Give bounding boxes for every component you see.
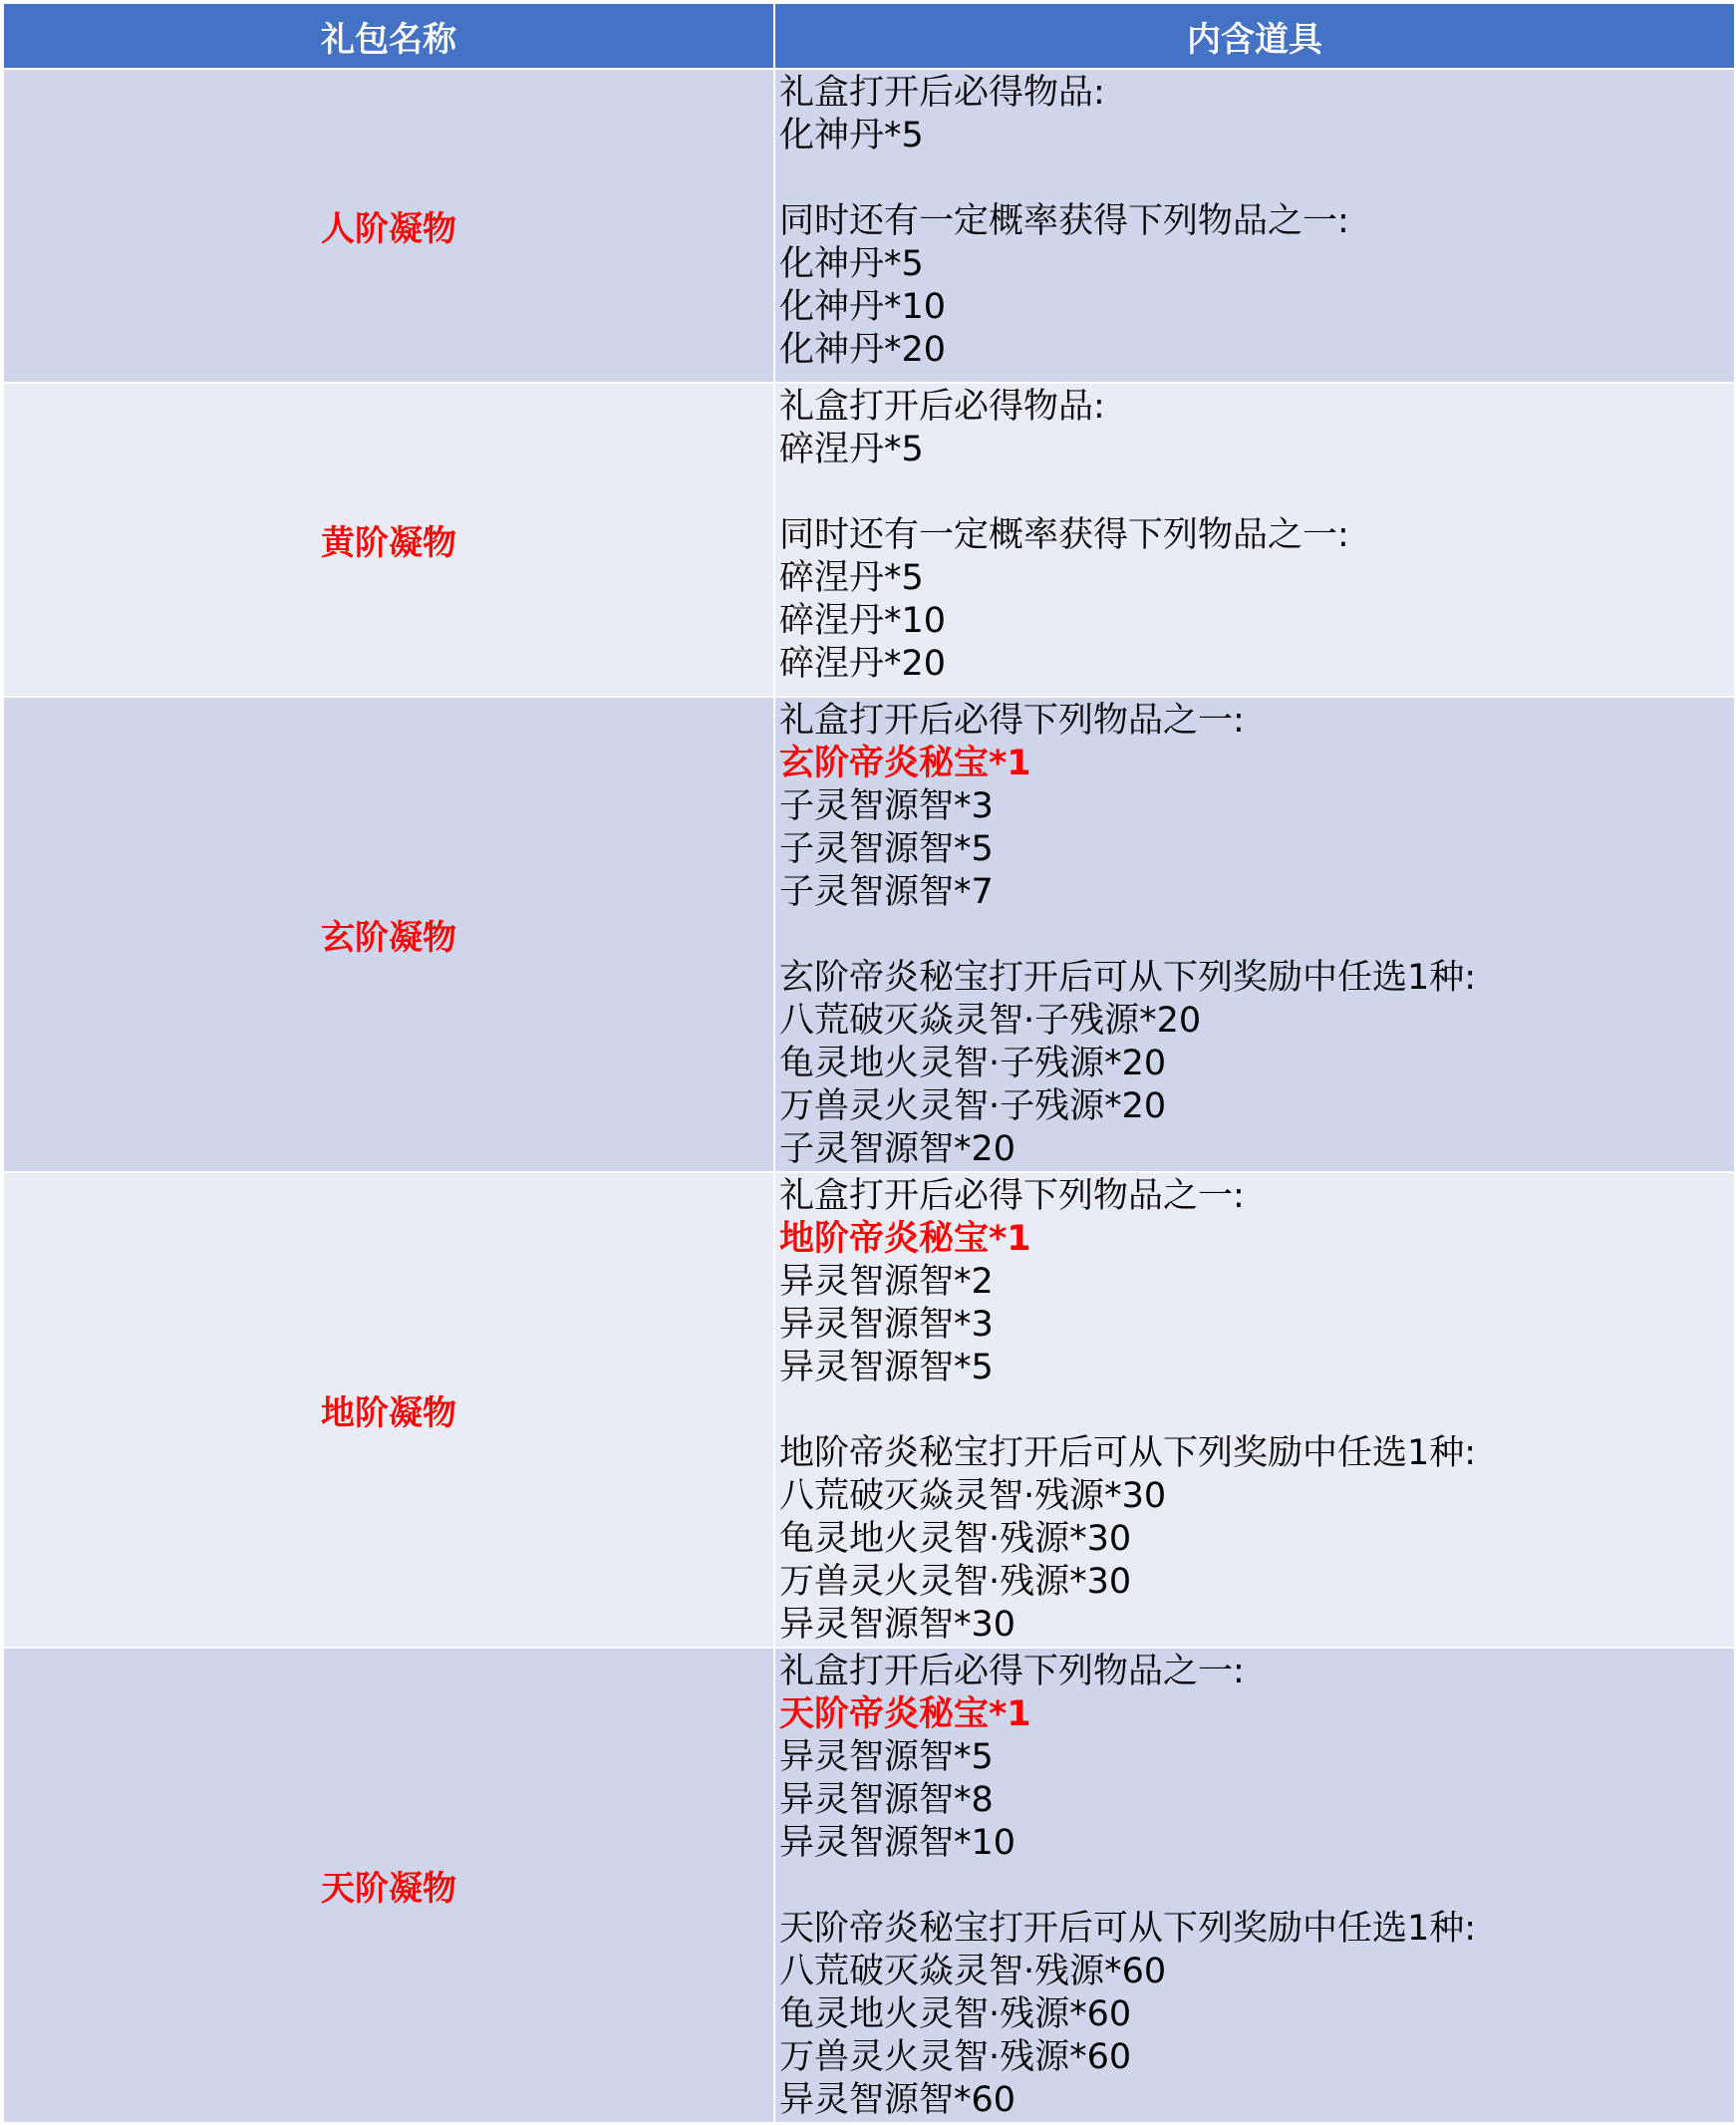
gift-name: 天阶凝物 (321, 1869, 456, 1909)
highlighted-item-line: 天阶帝炎秘宝*1 (779, 1694, 1031, 1734)
blank-line (779, 1389, 1734, 1432)
header-contained-items: 内含道具 (774, 3, 1735, 69)
gift-name-cell (3, 1648, 774, 2123)
item-line: 异灵智源智*8 (779, 1780, 994, 1820)
item-line: 子灵智源智*20 (779, 1129, 1016, 1169)
item-line: 化神丹*5 (779, 116, 924, 155)
items-cell (774, 1648, 1735, 2123)
items-cell (774, 1172, 1735, 1648)
item-line: 礼盒打开后必得物品: (779, 387, 1105, 427)
gift-name-cell (3, 383, 774, 697)
item-line: 子灵智源智*3 (779, 786, 994, 826)
item-line: 龟灵地火灵智·子残源*20 (779, 1044, 1167, 1083)
item-line: 万兽灵火灵智·子残源*20 (779, 1086, 1167, 1126)
table-row (3, 383, 1735, 697)
item-line: 异灵智源智*10 (779, 1823, 1016, 1863)
item-line: 碎涅丹*10 (779, 601, 947, 641)
item-line: 礼盒打开后必得下列物品之一: (779, 701, 1245, 741)
item-line: 子灵智源智*7 (779, 872, 994, 912)
item-line: 龟灵地火灵智·残源*30 (779, 1519, 1132, 1559)
table-body (3, 69, 1735, 2123)
table-row (3, 1172, 1735, 1648)
item-line: 地阶帝炎秘宝打开后可从下列奖励中任选1种: (779, 1433, 1477, 1473)
gift-pack-table (2, 2, 1736, 2124)
item-line: 碎涅丹*5 (779, 558, 924, 598)
item-line: 同时还有一定概率获得下列物品之一: (779, 515, 1349, 555)
items-cell (774, 69, 1735, 383)
table-row (3, 697, 1735, 1172)
item-line: 八荒破灭焱灵智·残源*60 (779, 1952, 1167, 1991)
item-line: 化神丹*20 (779, 330, 947, 370)
gift-name-cell (3, 697, 774, 1172)
items-cell (774, 697, 1735, 1172)
highlighted-item-line: 玄阶帝炎秘宝*1 (779, 744, 1031, 783)
item-line: 碎涅丹*20 (779, 644, 947, 684)
items-cell (774, 383, 1735, 697)
item-line: 异灵智源智*5 (779, 1348, 994, 1387)
item-line: 礼盒打开后必得下列物品之一: (779, 1176, 1245, 1216)
blank-line (779, 471, 1734, 514)
item-line: 玄阶帝炎秘宝打开后可从下列奖励中任选1种: (779, 958, 1477, 998)
item-line: 礼盒打开后必得物品: (779, 73, 1105, 113)
item-line: 万兽灵火灵智·残源*30 (779, 1562, 1132, 1602)
item-line: 化神丹*10 (779, 287, 947, 327)
item-line: 异灵智源智*3 (779, 1305, 994, 1345)
table-row (3, 69, 1735, 383)
item-line: 异灵智源智*60 (779, 2080, 1016, 2120)
item-line: 礼盒打开后必得下列物品之一: (779, 1652, 1245, 1691)
gift-name: 人阶凝物 (321, 209, 456, 249)
item-line: 万兽灵火灵智·残源*60 (779, 2037, 1132, 2077)
gift-name: 地阶凝物 (321, 1393, 456, 1433)
table-row (3, 1648, 1735, 2123)
item-line: 异灵智源智*30 (779, 1605, 1016, 1645)
highlighted-item-line: 地阶帝炎秘宝*1 (779, 1219, 1031, 1259)
gift-name: 黄阶凝物 (321, 523, 456, 563)
blank-line (779, 914, 1734, 957)
item-line: 龟灵地火灵智·残源*60 (779, 1994, 1132, 2034)
item-line: 八荒破灭焱灵智·子残源*20 (779, 1001, 1202, 1041)
item-line: 异灵智源智*5 (779, 1737, 994, 1777)
gift-name: 玄阶凝物 (321, 918, 456, 958)
gift-name-cell (3, 69, 774, 383)
item-line: 异灵智源智*2 (779, 1262, 994, 1302)
item-line: 化神丹*5 (779, 244, 924, 284)
item-line: 天阶帝炎秘宝打开后可从下列奖励中任选1种: (779, 1909, 1477, 1949)
blank-line (779, 1865, 1734, 1908)
item-line: 同时还有一定概率获得下列物品之一: (779, 201, 1349, 241)
table-header-row (3, 3, 1735, 69)
gift-name-cell (3, 1172, 774, 1648)
item-line: 碎涅丹*5 (779, 430, 924, 469)
item-line: 八荒破灭焱灵智·残源*30 (779, 1476, 1167, 1516)
blank-line (779, 157, 1734, 200)
header-gift-name: 礼包名称 (3, 3, 774, 69)
item-line: 子灵智源智*5 (779, 829, 994, 869)
